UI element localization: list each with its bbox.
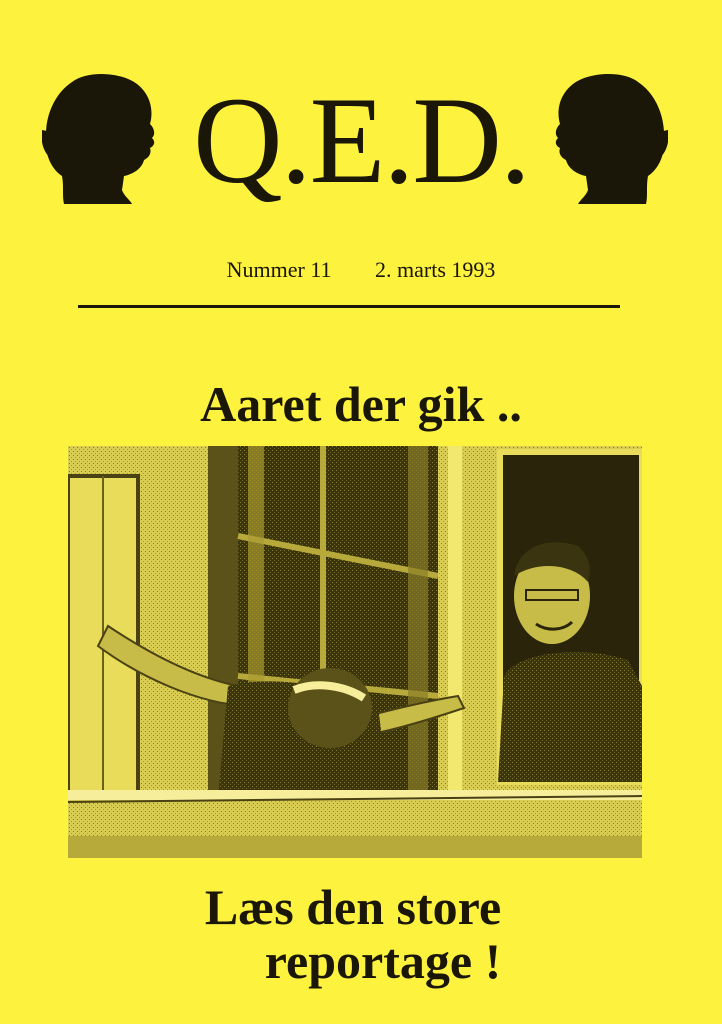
masthead: [0, 72, 722, 212]
divider: [78, 305, 620, 308]
issue-line: [0, 256, 722, 284]
tagline-line1: Læs den store: [204, 879, 502, 935]
issue-number: Nummer 11: [226, 257, 332, 282]
photo-illustration: [68, 446, 642, 858]
head-silhouette-icon: [42, 72, 162, 207]
head-silhouette-icon: [548, 72, 668, 207]
tagline: [0, 880, 722, 988]
magazine-title: Q.E.D.: [193, 72, 529, 209]
issue-date: 2. marts 1993: [375, 257, 496, 282]
window-photo: [68, 446, 642, 858]
headline: Aaret der gik ..: [200, 376, 522, 432]
tagline-line2: reportage !: [264, 933, 502, 989]
